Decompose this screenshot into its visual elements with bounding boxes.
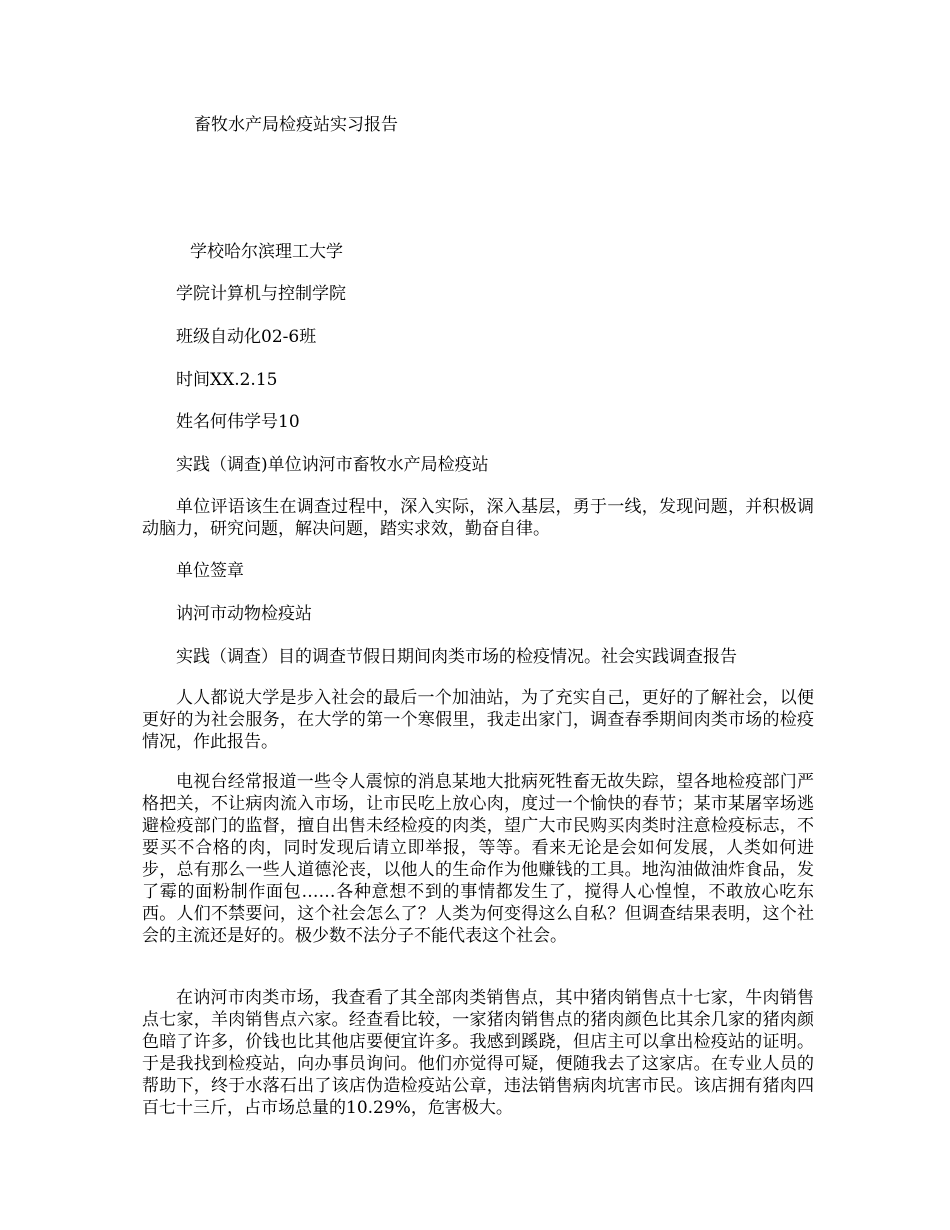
seal-org-line: 讷河市动物检疫站 xyxy=(176,604,312,624)
document-title: 畜牧水产局检疫站实习报告 xyxy=(194,115,398,135)
body-paragraph-2: 电视台经常报道一些令人震惊的消息某地大批病死牲畜无故失踪，望各地检疫部门严格把关，不让病肉流入市场，让市民吃上放心肉，度过一个愉快的春节；某市某屠宰场逃避检疫部门的监督，擅自出售未经检疫的肉类，望广大市民购买肉类时注意检疫标志，不要买不合格的肉，同时发现后请立即举报，等等。看来无论是会如何发展，人类如何进步，总有那么一些人道德沦丧，以他人的生命作为他赚钱的工具。地沟油做油炸食品，发了霉的面粉制作面包……各种意想不到的事情都发生了，搅得人心惶惶，不敢放心吃东西。人们不禁要问，这个社会怎么了？人类为何变得这么自私？但调查结果表明，这个社会的主流还是好的。极少数不法分子不能代表这个社会。 xyxy=(142,772,814,946)
class-line: 班级自动化02-6班 xyxy=(176,327,317,347)
unit-seal-line: 单位签章 xyxy=(176,561,244,581)
name-id-line: 姓名何伟学号10 xyxy=(176,412,300,432)
purpose-line: 实践（调查）目的调查节假日期间肉类市场的检疫情况。社会实践调查报告 xyxy=(176,647,737,667)
college-line: 学院计算机与控制学院 xyxy=(176,284,346,304)
body-paragraph-1: 人人都说大学是步入社会的最后一个加油站，为了充实自己，更好的了解社会，以便更好的为社会服务，在大学的第一个寒假里，我走出家门，调查春季期间肉类市场的检疫情况，作此报告。 xyxy=(142,688,814,752)
practice-unit-line: 实践（调查)单位讷河市畜牧水产局检疫站 xyxy=(176,455,489,475)
body-paragraph-3: 在讷河市肉类市场，我查看了其全部肉类销售点，其中猪肉销售点十七家，牛肉销售点七家，羊肉销售点六家。经查看比较，一家猪肉销售点的猪肉颜色比其余几家的猪肉颜色暗了许多，价钱也比其他店要便宜许多。我感到蹊跷，但店主可以拿出检疫站的证明。于是我找到检疫站，向办事员询问。他们亦觉得可疑，便随我去了这家店。在专业人员的帮助下，终于水落石出了该店伪造检疫站公章，违法销售病肉坑害市民。该店拥有猪肉四百七十三斤，占市场总量的10.29%，危害极大。 xyxy=(142,988,814,1118)
unit-comment-paragraph: 单位评语该生在调查过程中，深入实际，深入基层，勇于一线，发现问题，并积极调动脑力，研究问题，解决问题，踏实求效，勤奋自律。 xyxy=(142,497,814,539)
school-line: 学校哈尔滨理工大学 xyxy=(190,242,343,262)
time-line: 时间XX.2.15 xyxy=(176,370,278,390)
